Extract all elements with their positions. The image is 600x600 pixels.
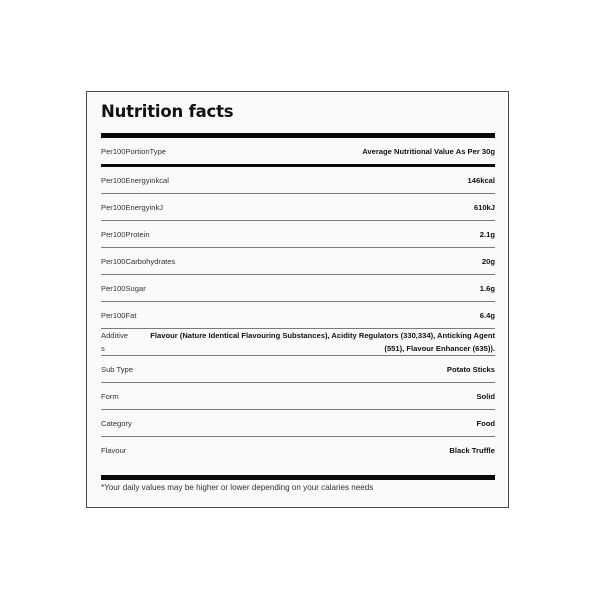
detail-row <box>101 437 495 464</box>
nutrition-table <box>101 138 495 464</box>
nutrient-row <box>101 221 495 248</box>
portion-type-label: Per100PortionType <box>101 146 167 156</box>
nutrient-value: 2.1g <box>479 229 495 239</box>
detail-value: Food <box>476 418 495 428</box>
nutrient-label: Per100Energyinkcal <box>101 175 169 185</box>
nutrient-value: 610kJ <box>473 202 495 212</box>
nutrient-label: Per100Sugar <box>101 283 146 293</box>
additives-value: Flavour (Nature Identical Flavouring Substances), Acidity Regulators (330,334), Anticking Agent (551), Flavour Enhancer (635)). <box>150 331 495 353</box>
detail-label: Flavour <box>101 446 127 455</box>
detail-value: Black Truffle <box>449 446 495 455</box>
portion-header-row <box>101 138 495 164</box>
nutrient-label: Per100Carbohydrates <box>101 256 176 266</box>
nutrient-value: 146kcal <box>467 175 495 185</box>
detail-value: Potato Sticks <box>446 364 495 374</box>
nutrient-row <box>101 248 495 275</box>
nutrition-facts-card <box>86 91 509 508</box>
nutrient-row <box>101 194 495 221</box>
additives-row <box>101 329 495 356</box>
nutrient-row <box>101 275 495 302</box>
detail-row <box>101 383 495 410</box>
additives-label: Additives <box>101 331 129 353</box>
nutrition-title: Nutrition facts <box>101 102 234 121</box>
portion-type-value: Average Nutritional Value As Per 30g <box>362 146 495 156</box>
header-divider <box>101 164 495 167</box>
detail-row <box>101 356 495 383</box>
detail-value: Solid <box>476 391 495 401</box>
bottom-divider <box>101 475 495 480</box>
detail-label: Category <box>101 418 132 428</box>
nutrient-row <box>101 167 495 194</box>
nutrient-value: 1.6g <box>479 283 495 293</box>
daily-values-footnote: *Your daily values may be higher or lower depending on your calaries needs <box>101 483 374 492</box>
detail-label: Form <box>101 391 119 401</box>
nutrient-label: Per100EnergyinkJ <box>101 202 164 212</box>
nutrient-row <box>101 302 495 329</box>
nutrient-value: 6.4g <box>479 310 495 320</box>
detail-label: Sub Type <box>101 364 133 374</box>
detail-row <box>101 410 495 437</box>
nutrient-label: Per100Fat <box>101 310 137 320</box>
nutrient-label: Per100Protein <box>101 229 150 239</box>
nutrient-value: 20g <box>481 256 495 266</box>
